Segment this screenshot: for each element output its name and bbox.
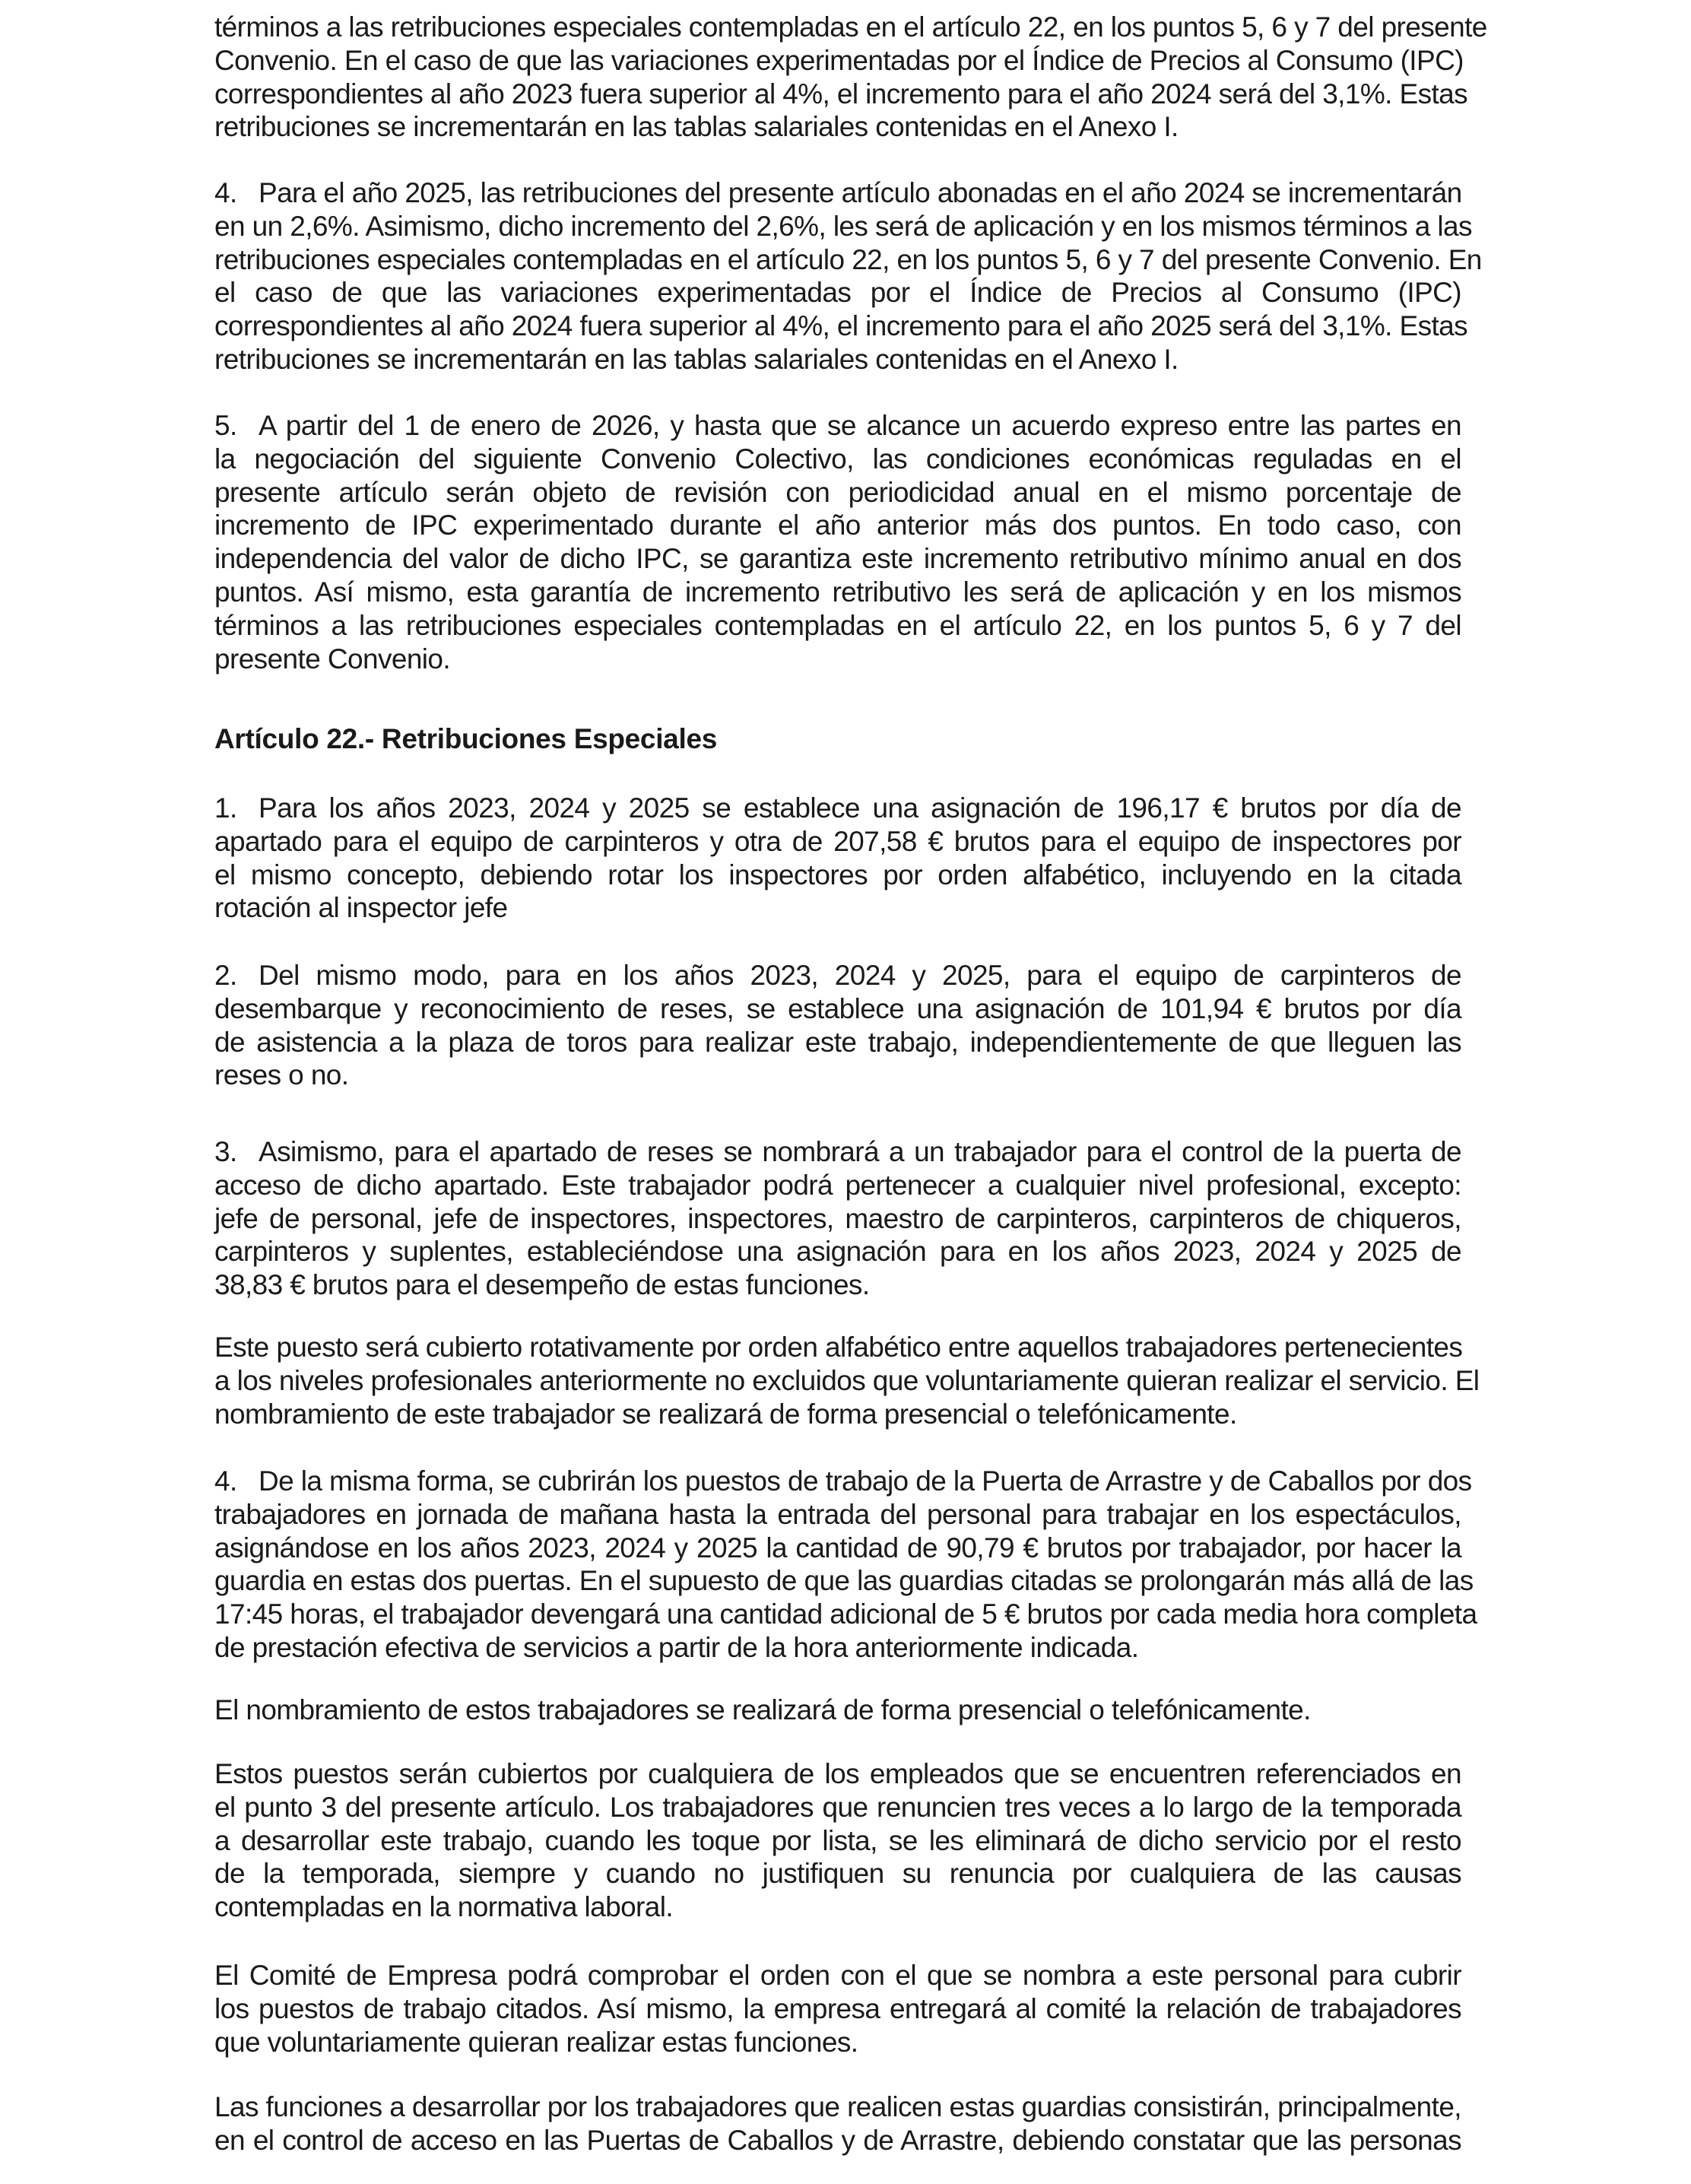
line-text: acceso de dicho apartado. Este trabajador podrá pertenecer a cualquier nivel profesional, excepto: (214, 1169, 1461, 1201)
text-line (214, 1791, 1461, 1824)
line-text: El nombramiento de estos trabajadores se realizará de forma presencial o telefónicamente. (214, 1694, 1311, 1725)
line-text: términos a las retribuciones especiales contempladas en el artículo 22, en los puntos 5, 6 y 7 del (214, 609, 1461, 641)
line-text: desembarque y reconocimiento de reses, se establece una asignación de 101,94 € brutos por día (214, 992, 1461, 1024)
line-text: El Comité de Empresa podrá comprobar el orden con el que se nombra a este personal para cubrir (214, 1960, 1461, 1991)
line-text: en el control de acceso en las Puertas de Caballos y de Arrastre, debiendo constatar que las personas (214, 2124, 1461, 2156)
line-text: 38,83 € brutos para el desempeño de estas funciones. (214, 1269, 870, 1301)
text-line (214, 1694, 1461, 1727)
line-text: presente Convenio. (214, 643, 451, 675)
line-text: Para el año 2025, las retribuciones del presente artículo abonadas en el año 2024 se incrementarán (259, 177, 1462, 208)
text-line (214, 992, 1461, 1026)
text-line (214, 2124, 1461, 2157)
line-text: los puestos de trabajo citados. Así mismo, la empresa entregará al comité la relación de trabajadores (214, 1992, 1461, 2024)
line-text: el caso de que las variaciones experimentadas por el Índice de Precios al Consumo (IPC) (214, 277, 1461, 309)
paragraph (214, 1959, 1461, 2059)
text-line (214, 210, 1472, 243)
paragraph (214, 176, 1482, 376)
text-line (214, 859, 1461, 892)
text-line (214, 44, 1464, 78)
line-text: guardia en estas dos puertas. En el supuesto de que las guardias citadas se prolongarán más allá de las (214, 1565, 1474, 1597)
line-text: a desarrollar este trabajo, cuando les toque por lista, se les eliminará de dicho servicio por el resto (214, 1824, 1461, 1856)
line-text: Estos puestos serán cubiertos por cualquiera de los empleados que se encuentren referenciados en (214, 1758, 1461, 1789)
text-line (214, 2090, 1461, 2124)
text-line (214, 1202, 1461, 1236)
text-line (214, 1135, 1461, 1169)
text-line (214, 643, 1461, 676)
text-line (214, 310, 1468, 343)
line-text: reses o no. (214, 1059, 349, 1091)
text-line (214, 1169, 1461, 1202)
text-line (214, 1059, 1461, 1092)
article-heading: Artículo 22.- Retribuciones Especiales (214, 723, 717, 754)
line-text: trabajadores en jornada de mañana hasta la entrada del personal para trabajar en los espectáculos, (214, 1498, 1461, 1530)
text-line (214, 176, 1461, 210)
text-line (214, 959, 1461, 992)
line-text: de prestación efectiva de servicios a partir de la hora anteriormente indicada. (214, 1631, 1139, 1663)
text-line (214, 1992, 1461, 2026)
line-text: presente artículo serán objeto de revisión con periodicidad anual en el mismo porcentaje de (214, 476, 1461, 508)
line-text: Las funciones a desarrollar por los trabajadores que realicen estas guardias consistirán, principalmente, (214, 2091, 1461, 2122)
text-line (214, 476, 1461, 509)
line-text: jefe de personal, jefe de inspectores, inspectores, maestro de carpinteros, carpinteros de chiqueros, (214, 1202, 1461, 1234)
line-text: contempladas en la normativa laboral. (214, 1891, 674, 1923)
line-text: nombramiento de este trabajador se realizará de forma presencial o telefónicamente. (214, 1398, 1237, 1430)
text-line (214, 542, 1461, 576)
text-line (214, 576, 1461, 609)
line-text: correspondientes al año 2024 fuera superior al 4%, el incremento para el año 2025 será del 3,1%. Estas (214, 310, 1468, 342)
line-text: independencia del valor de dicho IPC, se garantiza este incremento retributivo mínimo anual en dos (214, 543, 1461, 575)
line-text: 17:45 horas, el trabajador devengará una cantidad adicional de 5 € brutos por cada media hora completa (214, 1598, 1477, 1630)
text-line (214, 1398, 1461, 1431)
text-line (214, 2026, 1461, 2059)
text-line (214, 609, 1461, 643)
paragraph-number: 5. (214, 410, 237, 441)
line-text: De la misma forma, se cubrirán los puestos de trabajo de la Puerta de Arrastre y de Caballos por dos (259, 1465, 1472, 1497)
line-text: en un 2,6%. Asimismo, dicho incremento del 2,6%, les será de aplicación y en los mismos términos a las (214, 210, 1472, 242)
text-line (214, 1857, 1461, 1890)
line-text: carpinteros y suplentes, estableciéndose una asignación para en los años 2023, 2024 y 2025 de (214, 1236, 1461, 1268)
line-text: retribuciones se incrementarán en las tablas salariales contenidas en el Anexo I. (214, 343, 1179, 375)
line-text: Convenio. En el caso de que las variaciones experimentadas por el Índice de Precios al Consumo (IPC) (214, 44, 1464, 76)
line-text: el mismo concepto, debiendo rotar los inspectores por orden alfabético, incluyendo en la citada (214, 859, 1461, 890)
paragraph-number: 1. (214, 792, 237, 824)
text-line (214, 1465, 1472, 1498)
text-line (214, 1824, 1461, 1858)
text-line (214, 243, 1482, 277)
line-text: apartado para el equipo de carpinteros y otra de 207,58 € brutos para el equipo de inspectores por (214, 825, 1461, 857)
text-line (214, 1331, 1461, 1364)
paragraph (214, 1465, 1477, 1665)
paragraph (214, 1135, 1461, 1302)
paragraph-number: 4. (214, 1465, 237, 1497)
text-line (214, 78, 1468, 111)
paragraph-number: 2. (214, 960, 237, 991)
text-line (214, 792, 1461, 825)
text-line (214, 1498, 1461, 1532)
paragraph (214, 11, 1487, 144)
text-line (214, 1026, 1461, 1059)
text-line (214, 1532, 1461, 1565)
paragraph (214, 1694, 1461, 1727)
paragraph-number: 3. (214, 1136, 237, 1167)
text-line (214, 443, 1461, 476)
text-line (214, 11, 1487, 44)
text-line (214, 1235, 1461, 1268)
line-text: correspondientes al año 2023 fuera superior al 4%, el incremento para el año 2024 será del 3,1%. Estas (214, 78, 1468, 110)
line-text: de asistencia a la plaza de toros para realizar este trabajo, independientemente de que lleguen las (214, 1026, 1461, 1058)
line-text: retribuciones especiales contempladas en el artículo 22, en los puntos 5, 6 y 7 del presente Convenio. En (214, 243, 1482, 275)
text-line (214, 825, 1461, 859)
line-text: de la temporada, siempre y cuando no justifiquen su renuncia por cualquiera de las causas (214, 1858, 1461, 1890)
line-text: términos a las retribuciones especiales contempladas en el artículo 22, en los puntos 5, 6 y 7 del presente (214, 11, 1487, 43)
text-line (214, 343, 1461, 376)
line-text: a los niveles profesionales anteriormente no excluidos que voluntariamente quieran realizar el servicio. El (214, 1364, 1480, 1396)
line-text: puntos. Así mismo, esta garantía de incremento retributivo les será de aplicación y en los mismos (214, 576, 1461, 608)
line-text: Del mismo modo, para en los años 2023, 2024 y 2025, para el equipo de carpinteros de (259, 960, 1461, 991)
paragraph (214, 2090, 1461, 2157)
line-text: A partir del 1 de enero de 2026, y hasta que se alcance un acuerdo expreso entre las partes en (259, 410, 1461, 441)
text-line (214, 1268, 1461, 1302)
line-text: que voluntariamente quieran realizar estas funciones. (214, 2026, 858, 2058)
text-line (214, 1631, 1461, 1665)
line-text: Este puesto será cubierto rotativamente por orden alfabético entre aquellos trabajadores pertenecientes (214, 1332, 1463, 1363)
text-line (214, 1890, 1461, 1924)
text-line (214, 1757, 1461, 1791)
paragraph (214, 792, 1461, 925)
line-text: el punto 3 del presente artículo. Los trabajadores que renuncien tres veces a lo largo de la temporada (214, 1791, 1461, 1823)
text-line (214, 1959, 1461, 1992)
paragraph (214, 409, 1461, 675)
line-text: rotación al inspector jefe (214, 892, 508, 924)
paragraph (214, 1331, 1480, 1430)
line-text: retribuciones se incrementarán en las tablas salariales contenidas en el Anexo I. (214, 111, 1179, 143)
line-text: Asimismo, para el apartado de reses se nombrará a un trabajador para el control de la puerta de (259, 1136, 1461, 1167)
text-line (214, 1564, 1474, 1598)
paragraph (214, 1757, 1461, 1924)
text-line (214, 1364, 1480, 1398)
paragraph (214, 959, 1461, 1092)
line-text: incremento de IPC experimentado durante el año anterior más dos puntos. En todo caso, con (214, 509, 1461, 541)
line-text: la negociación del siguiente Convenio Colectivo, las condiciones económicas reguladas en el (214, 443, 1461, 475)
text-line (214, 276, 1461, 310)
text-line (214, 409, 1461, 443)
line-text: asignándose en los años 2023, 2024 y 2025 la cantidad de 90,79 € brutos por trabajador, por hacer la (214, 1532, 1461, 1563)
line-text: Para los años 2023, 2024 y 2025 se establece una asignación de 196,17 € brutos por día de (259, 792, 1461, 824)
text-line (214, 1598, 1477, 1631)
text-line (214, 110, 1461, 144)
text-line (214, 509, 1461, 542)
paragraph-number: 4. (214, 177, 237, 208)
text-line (214, 891, 1461, 925)
